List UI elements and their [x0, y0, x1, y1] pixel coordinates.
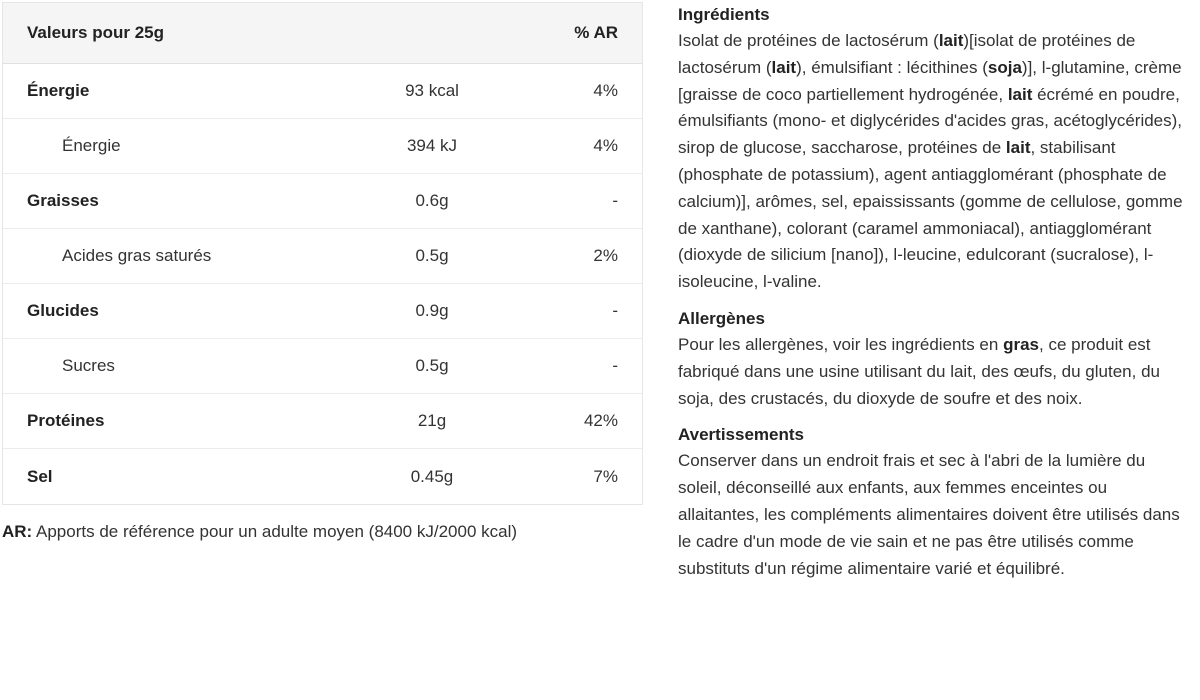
nutrient-value: 394 kJ: [406, 136, 458, 155]
ingredients-section: [678, 4, 1193, 296]
nutrient-name: Graisses: [27, 191, 99, 210]
text-run: Pour les allergènes, voir les ingrédients en: [678, 334, 1004, 354]
allergen-highlight: gras: [1003, 334, 1039, 354]
warnings-title: Avertissements: [678, 425, 804, 445]
nutrition-row: [3, 229, 642, 284]
nutrient-name: Acides gras saturés: [62, 246, 212, 265]
nutrient-ar: 4%: [593, 81, 618, 100]
nutrient-value: 93 kcal: [405, 81, 459, 100]
allergen-highlight: lait: [938, 31, 964, 50]
allergen-highlight: lait: [1005, 138, 1031, 158]
allergen-highlight: lait: [771, 57, 797, 77]
allergens-text: [678, 332, 1193, 412]
nutrition-row: [3, 174, 642, 229]
nutrition-table-header: [3, 3, 642, 64]
nutrition-row: [3, 64, 642, 119]
nutrient-ar: 42%: [583, 411, 618, 430]
text-run: Isolat de protéines de lactosérum (: [678, 31, 939, 50]
footnote-key: AR:: [2, 522, 33, 541]
ingredients-text: [678, 28, 1193, 296]
nutrient-ar: 2%: [593, 246, 618, 265]
text-run: Conserver dans un endroit frais et sec à l'abri de la lumière du soleil, déconseillé aux enfants, aux femmes enceintes ou allaitantes, les compléments alimentaires doivent être utilisés dans le cadre d'un mode de vie sain et ne pas être utilisés comme substituts d'un régime alimentaire varié et équilibré.: [678, 451, 1180, 578]
nutrient-name: Sucres: [62, 356, 115, 375]
text-run: écrémé en poudre, émulsifiants (mono- et diglycérides d'acides gras, acétoglycérides), sirop de glucose, saccharose, protéines de: [678, 84, 1183, 158]
nutrition-row: [3, 284, 642, 339]
nutrient-value: 0.5g: [415, 356, 449, 375]
nutrition-row: [3, 119, 642, 174]
nutrient-name: Glucides: [27, 301, 99, 320]
nutrient-value: 0.6g: [415, 191, 449, 210]
allergens-title: Allergènes: [678, 308, 765, 328]
nutrition-row: [3, 339, 642, 394]
allergen-highlight: lait: [1007, 84, 1033, 104]
nutrient-name: Sel: [27, 466, 53, 486]
nutrient-ar: -: [612, 191, 618, 210]
header-ar-label: % AR: [574, 23, 618, 42]
ingredients-title: Ingrédients: [678, 5, 770, 24]
nutrient-value: 0.9g: [415, 301, 449, 320]
nutrient-name: Énergie: [27, 81, 90, 100]
allergens-section: [678, 308, 1193, 412]
warnings-section: [678, 424, 1193, 582]
product-info: [678, 4, 1193, 594]
nutrient-ar: 4%: [593, 136, 618, 155]
header-portion-label: Valeurs pour 25g: [27, 23, 164, 42]
nutrient-value: 21g: [417, 411, 447, 430]
allergen-highlight: soja: [987, 57, 1022, 77]
nutrient-name: Protéines: [27, 411, 105, 430]
text-run: ), émulsifiant : lécithines (: [796, 57, 988, 77]
nutrient-ar: -: [612, 356, 618, 375]
text-run: , ce produit est fabriqué dans une usine utilisant du lait, des œufs, du gluten, du soja, des crustacés, du dioxyde de soufre et des noix.: [678, 334, 1160, 408]
text-run: , stabilisant (phosphate de potassium), agent antiagglomérant (phosphate de calcium)], arômes, sel, epaississants (gomme de cellulose, gomme de xanthane), colorant (caramel ammoniacal), antiagglomérant (dioxyde de silicium [nano]), l-leucine, edulcorant (sucralose), l-isoleucine, l-valine.: [678, 138, 1183, 292]
nutrition-row: [3, 394, 642, 449]
nutrition-rows: [3, 64, 642, 504]
text-run: )[isolat de protéines de lactosérum (: [678, 31, 1136, 77]
nutrient-value: 0.5g: [415, 246, 449, 265]
nutrient-ar: 7%: [593, 466, 618, 486]
nutrient-ar: -: [612, 301, 618, 320]
nutrient-value: 0.45g: [410, 466, 454, 486]
nutrient-name: Énergie: [62, 136, 121, 155]
ar-footnote: [2, 522, 517, 542]
nutrition-row: [3, 449, 642, 504]
text-run: )], l-glutamine, crème [graisse de coco partiellement hydrogénée,: [678, 57, 1182, 104]
nutrition-table: [2, 2, 643, 505]
warnings-text: [678, 448, 1193, 582]
footnote-text: Apports de référence pour un adulte moyen (8400 kJ/2000 kcal): [32, 522, 518, 541]
